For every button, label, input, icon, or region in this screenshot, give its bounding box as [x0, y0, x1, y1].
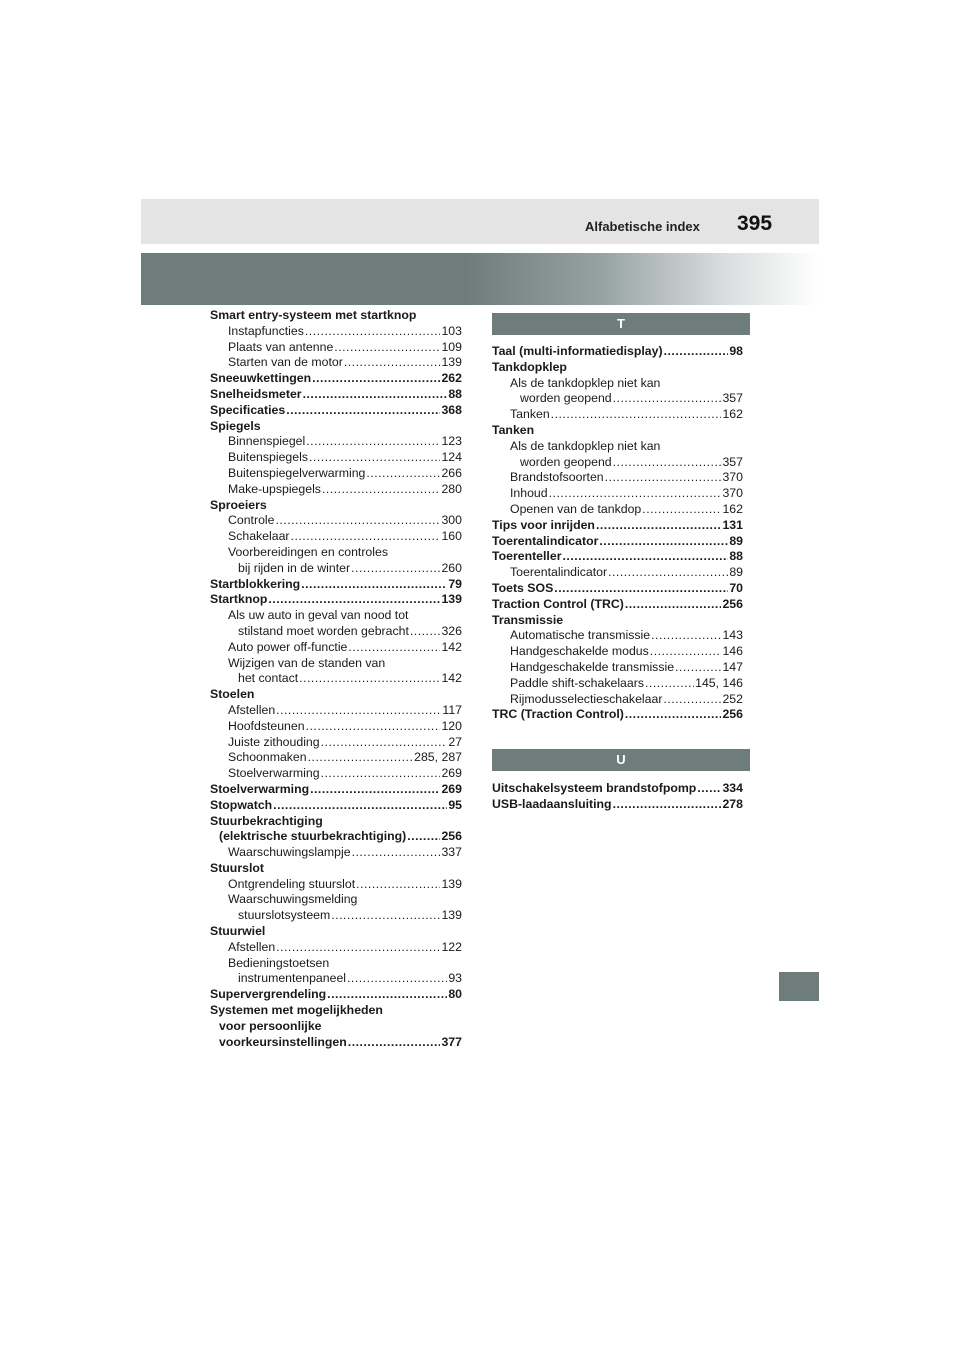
index-heading: Stoelen [210, 687, 255, 702]
page-reference[interactable]: 300 [441, 513, 462, 528]
dot-leader [327, 987, 447, 1003]
index-entry[interactable] [492, 344, 743, 360]
decorative-banner [141, 253, 819, 305]
dot-leader [562, 549, 728, 565]
page-reference[interactable]: 260 [441, 560, 462, 575]
dot-leader [321, 766, 441, 782]
dot-leader [549, 486, 722, 502]
index-subentry[interactable] [210, 703, 462, 719]
index-heading: Systemen met mogelijkheden [210, 1003, 383, 1018]
index-heading: Stuurbekrachtiging [210, 813, 323, 828]
dot-leader [407, 829, 440, 845]
entry-label: Sneeuwkettingen [210, 371, 312, 386]
dot-leader [291, 529, 441, 545]
page-reference[interactable]: 285, 287 [414, 750, 462, 765]
index-entry[interactable] [492, 581, 743, 597]
index-subentry-text: Wijzigen van de standen van [228, 655, 386, 670]
entry-label: Toets SOS [492, 580, 554, 595]
page-reference[interactable]: 117 [442, 702, 462, 717]
entry-label: Tips voor inrijden [492, 517, 595, 532]
page-reference[interactable]: 139 [441, 876, 462, 891]
dot-leader [306, 719, 441, 735]
entry-label: Openen van de tankdop [510, 501, 642, 516]
dot-leader [664, 344, 729, 360]
page-number: 395 [737, 212, 773, 235]
index-subentry[interactable] [492, 660, 743, 676]
index-subentry[interactable] [492, 644, 743, 660]
index-subentry[interactable] [210, 466, 462, 482]
page-reference[interactable]: 269 [441, 766, 462, 781]
dot-leader [663, 692, 721, 708]
index-heading: Tankdopklep [492, 359, 567, 374]
dot-leader [310, 782, 440, 798]
page-reference[interactable]: 89 [729, 565, 743, 580]
page-reference[interactable]: 139 [441, 592, 462, 607]
page-reference[interactable]: 357 [722, 391, 743, 406]
dot-leader [551, 407, 722, 423]
dot-leader [321, 735, 448, 751]
dot-leader [305, 324, 441, 340]
dot-leader [351, 561, 440, 577]
index-subentry[interactable] [492, 692, 743, 708]
index-entry[interactable] [492, 549, 743, 565]
index-subentry[interactable] [210, 340, 462, 356]
dot-leader [596, 518, 722, 534]
letter-heading-t: T [492, 313, 750, 335]
dot-leader [651, 628, 721, 644]
page-reference[interactable]: 109 [441, 339, 462, 354]
index-entry[interactable] [210, 987, 462, 1003]
dot-leader [366, 466, 440, 482]
index-entry[interactable] [492, 597, 743, 613]
page-reference[interactable]: 142 [441, 639, 462, 654]
dot-leader [352, 845, 441, 861]
page-reference[interactable]: 89 [729, 533, 743, 548]
entry-label: Inhoud [510, 486, 548, 501]
index-subentry[interactable] [492, 502, 743, 518]
entry-label: Buitenspiegelverwarming [228, 465, 366, 480]
index-subentry[interactable] [210, 513, 462, 529]
index-entry[interactable] [492, 518, 743, 534]
index-subentry[interactable] [210, 719, 462, 735]
page-reference[interactable]: 145, 146 [695, 675, 743, 690]
index-subentry[interactable] [210, 355, 462, 371]
index-subentry[interactable] [210, 324, 462, 340]
dot-leader [312, 371, 440, 387]
chapter-tab [779, 972, 819, 1001]
dot-leader [650, 644, 722, 660]
entry-label: Controle [228, 513, 275, 528]
index-entry[interactable] [210, 403, 462, 419]
entry-label: Rijmodusselectieschakelaar [510, 691, 663, 706]
entry-label: Specificaties [210, 402, 286, 417]
page-reference[interactable]: 142 [441, 671, 462, 686]
entry-label: Stopwatch [210, 797, 273, 812]
index-subentry[interactable] [210, 908, 462, 924]
index-heading: Spiegels [210, 418, 261, 433]
page-reference[interactable]: 139 [441, 355, 462, 370]
entry-label: Startknop [210, 592, 268, 607]
index-subentry[interactable] [492, 676, 743, 692]
index-subentry[interactable] [210, 624, 462, 640]
index-heading: Stuurwiel [210, 924, 266, 939]
entry-label: Schakelaar [228, 529, 290, 544]
index-entry[interactable] [210, 782, 462, 798]
dot-leader [554, 581, 728, 597]
page-reference[interactable]: 147 [722, 659, 743, 674]
page-reference[interactable]: 93 [448, 971, 462, 986]
entry-label: Snelheidsmeter [210, 386, 302, 401]
entry-label: USB-laadaansluiting [492, 796, 612, 811]
index-subentry[interactable] [210, 971, 462, 987]
page-reference[interactable]: 79 [448, 576, 462, 591]
dot-leader [675, 660, 721, 676]
entry-label: Toerentalindicator [492, 533, 599, 548]
index-subentry-text: Als uw auto in geval van nood tot [228, 608, 409, 623]
dot-leader [348, 1035, 441, 1051]
entry-label: Stoelverwarming [210, 781, 310, 796]
entry-label: Instapfuncties [228, 323, 304, 338]
dot-leader [331, 908, 440, 924]
entry-label: Hoofdsteunen [228, 718, 305, 733]
page-reference[interactable]: 377 [441, 1034, 462, 1049]
dot-leader [301, 577, 447, 593]
index-entry[interactable] [210, 371, 462, 387]
entry-label: Paddle shift-schakelaars [510, 675, 644, 690]
entry-label: bij rijden in de winter [238, 560, 351, 575]
dot-leader [275, 513, 440, 529]
page-reference[interactable]: 88 [448, 386, 462, 401]
page-reference[interactable]: 256 [441, 829, 462, 844]
page-reference[interactable]: 162 [722, 407, 743, 422]
entry-label: Ontgrendeling stuurslot [228, 876, 356, 891]
entry-label: Auto power off-functie [228, 639, 348, 654]
index-entry[interactable] [492, 707, 743, 723]
index-heading: Transmissie [492, 612, 564, 627]
page-reference[interactable]: 123 [441, 434, 462, 449]
index-entry[interactable] [210, 1035, 462, 1051]
entry-label: het contact [238, 671, 299, 686]
dot-leader [309, 450, 440, 466]
index-entry[interactable] [210, 592, 462, 608]
index-subentry[interactable] [210, 735, 462, 751]
dot-leader [697, 781, 721, 797]
page-reference[interactable]: 252 [722, 691, 743, 706]
page-reference[interactable]: 120 [441, 718, 462, 733]
page-reference[interactable]: 131 [722, 517, 743, 532]
index-subentry[interactable] [492, 470, 743, 486]
entry-label: Stoelverwarming [228, 766, 320, 781]
dot-leader [306, 434, 440, 450]
index-subentry[interactable] [210, 877, 462, 893]
entry-label: Afstellen [228, 939, 276, 954]
dot-leader [276, 940, 440, 956]
index-column-right-t [492, 344, 743, 723]
page-reference[interactable]: 357 [722, 454, 743, 469]
entry-label: Tanken [510, 407, 550, 422]
dot-leader [334, 340, 440, 356]
page-reference[interactable]: 70 [729, 580, 743, 595]
dot-leader [356, 877, 440, 893]
page-reference[interactable]: 256 [722, 707, 743, 722]
entry-label: Make-upspiegels [228, 481, 321, 496]
index-entry[interactable] [210, 798, 462, 814]
index-subentry[interactable] [492, 486, 743, 502]
index-subentry[interactable] [210, 766, 462, 782]
page-reference[interactable]: 139 [441, 908, 462, 923]
dot-leader [347, 971, 447, 987]
dot-leader [303, 387, 448, 403]
page-reference[interactable]: 27 [448, 734, 462, 749]
page-reference[interactable]: 334 [722, 781, 743, 795]
index-entry[interactable] [492, 797, 743, 813]
index-entry[interactable] [492, 534, 743, 550]
index-subentry[interactable] [492, 628, 743, 644]
page-reference[interactable]: 122 [441, 939, 462, 954]
dot-leader [308, 750, 414, 766]
entry-label: voorkeursinstellingen [219, 1034, 347, 1049]
section-title: Alfabetische index [585, 219, 700, 234]
page-reference[interactable]: 143 [722, 628, 743, 643]
entry-label: Waarschuwingslampje [228, 845, 351, 860]
page-reference[interactable]: 95 [448, 797, 462, 812]
dot-leader [348, 640, 440, 656]
index-subentry[interactable] [210, 482, 462, 498]
index-entry[interactable] [492, 781, 743, 797]
page-reference[interactable]: 88 [729, 549, 743, 564]
index-subentry[interactable] [210, 671, 462, 687]
index-subentry[interactable] [210, 450, 462, 466]
index-subentry[interactable] [210, 434, 462, 450]
page-reference[interactable]: 262 [441, 371, 462, 386]
page-reference[interactable]: 269 [441, 781, 462, 796]
entry-label: Toerentalindicator [510, 565, 608, 580]
header-band [141, 199, 819, 244]
index-subentry[interactable] [210, 640, 462, 656]
page-reference[interactable]: 160 [441, 529, 462, 544]
index-heading: Smart entry-systeem met startknop [210, 308, 417, 322]
entry-label: Binnenspiegel [228, 434, 306, 449]
dot-leader [613, 391, 722, 407]
page-reference[interactable]: 124 [441, 450, 462, 465]
index-subentry-text: Bedieningstoetsen [228, 955, 330, 970]
page-reference[interactable]: 280 [441, 481, 462, 496]
index-subentry-text: Als de tankdopklep niet kan [510, 438, 661, 453]
index-subentry[interactable] [210, 529, 462, 545]
page-reference[interactable]: 337 [441, 845, 462, 860]
entry-label: Starten van de motor [228, 355, 343, 370]
dot-leader [268, 592, 440, 608]
index-heading: Sproeiers [210, 497, 267, 512]
dot-leader [605, 470, 722, 486]
index-subentry[interactable] [210, 561, 462, 577]
index-column-right-u [492, 781, 743, 813]
dot-leader [613, 455, 722, 471]
entry-label: Startblokkering [210, 576, 301, 591]
index-heading: voor persoonlijke [219, 1018, 322, 1033]
index-entry[interactable] [210, 577, 462, 593]
index-subentry[interactable] [492, 407, 743, 423]
entry-label: Taal (multi-informatiedisplay) [492, 344, 663, 358]
entry-label: worden geopend [520, 454, 612, 469]
index-subentry[interactable] [210, 845, 462, 861]
entry-label: Uitschakelsysteem brandstofpomp [492, 781, 697, 795]
page-reference[interactable]: 162 [722, 501, 743, 516]
entry-label: Handgeschakelde transmissie [510, 659, 675, 674]
entry-label: Schoonmaken [228, 750, 307, 765]
dot-leader [642, 502, 721, 518]
entry-label: Toerenteller [492, 549, 562, 564]
dot-leader [322, 482, 441, 498]
entry-label: Automatische transmissie [510, 628, 651, 643]
page-reference[interactable]: 103 [441, 323, 462, 338]
entry-label: (elektrische stuurbekrachtiging) [219, 829, 407, 844]
dot-leader [273, 798, 447, 814]
entry-label: TRC (Traction Control) [492, 707, 624, 722]
index-entry[interactable] [210, 829, 462, 845]
page-reference[interactable]: 278 [722, 796, 743, 811]
page-reference[interactable]: 370 [722, 486, 743, 501]
page-reference[interactable]: 370 [722, 470, 743, 485]
index-subentry[interactable] [210, 750, 462, 766]
index-subentry[interactable] [492, 565, 743, 581]
entry-label: Afstellen [228, 702, 276, 717]
entry-label: Juiste zithouding [228, 734, 320, 749]
letter-heading-u: U [492, 749, 750, 771]
page-reference[interactable]: 326 [441, 623, 462, 638]
dot-leader [276, 703, 441, 719]
dot-leader [608, 565, 728, 581]
entry-label: Buitenspiegels [228, 450, 308, 465]
page-reference[interactable]: 256 [722, 596, 743, 611]
dot-leader [625, 597, 722, 613]
entry-label: worden geopend [520, 391, 612, 406]
index-subentry-text: Voorbereidingen en controles [228, 544, 388, 559]
index-subentry[interactable] [492, 455, 743, 471]
index-subentry-text: Waarschuwingsmelding [228, 892, 358, 907]
entry-label: Brandstofsoorten [510, 470, 604, 485]
dot-leader [599, 534, 728, 550]
dot-leader [410, 624, 441, 640]
entry-label: Handgeschakelde modus [510, 644, 649, 659]
index-subentry-text: Als de tankdopklep niet kan [510, 375, 661, 390]
entry-label: stilstand moet worden gebracht [238, 623, 409, 638]
dot-leader [645, 676, 694, 692]
page-reference[interactable]: 368 [441, 402, 462, 417]
entry-label: stuurslotsysteem [238, 908, 331, 923]
dot-leader [344, 355, 441, 371]
index-subentry[interactable] [210, 940, 462, 956]
index-entry[interactable] [210, 387, 462, 403]
entry-label: Plaats van antenne [228, 339, 334, 354]
dot-leader [625, 707, 722, 723]
entry-label: Traction Control (TRC) [492, 596, 624, 611]
index-heading: Stuurslot [210, 860, 264, 875]
page-reference[interactable]: 266 [441, 465, 462, 480]
entry-label: instrumentenpaneel [238, 971, 347, 986]
page-reference[interactable]: 80 [448, 987, 462, 1002]
entry-label: Supervergrendeling [210, 987, 327, 1002]
dot-leader [286, 403, 440, 419]
index-column-left [210, 308, 462, 1050]
page-reference[interactable]: 98 [729, 344, 743, 358]
dot-leader [299, 671, 440, 687]
page-reference[interactable]: 146 [722, 644, 743, 659]
dot-leader [613, 797, 722, 813]
index-subentry[interactable] [492, 391, 743, 407]
index-heading: Tanken [492, 422, 535, 437]
